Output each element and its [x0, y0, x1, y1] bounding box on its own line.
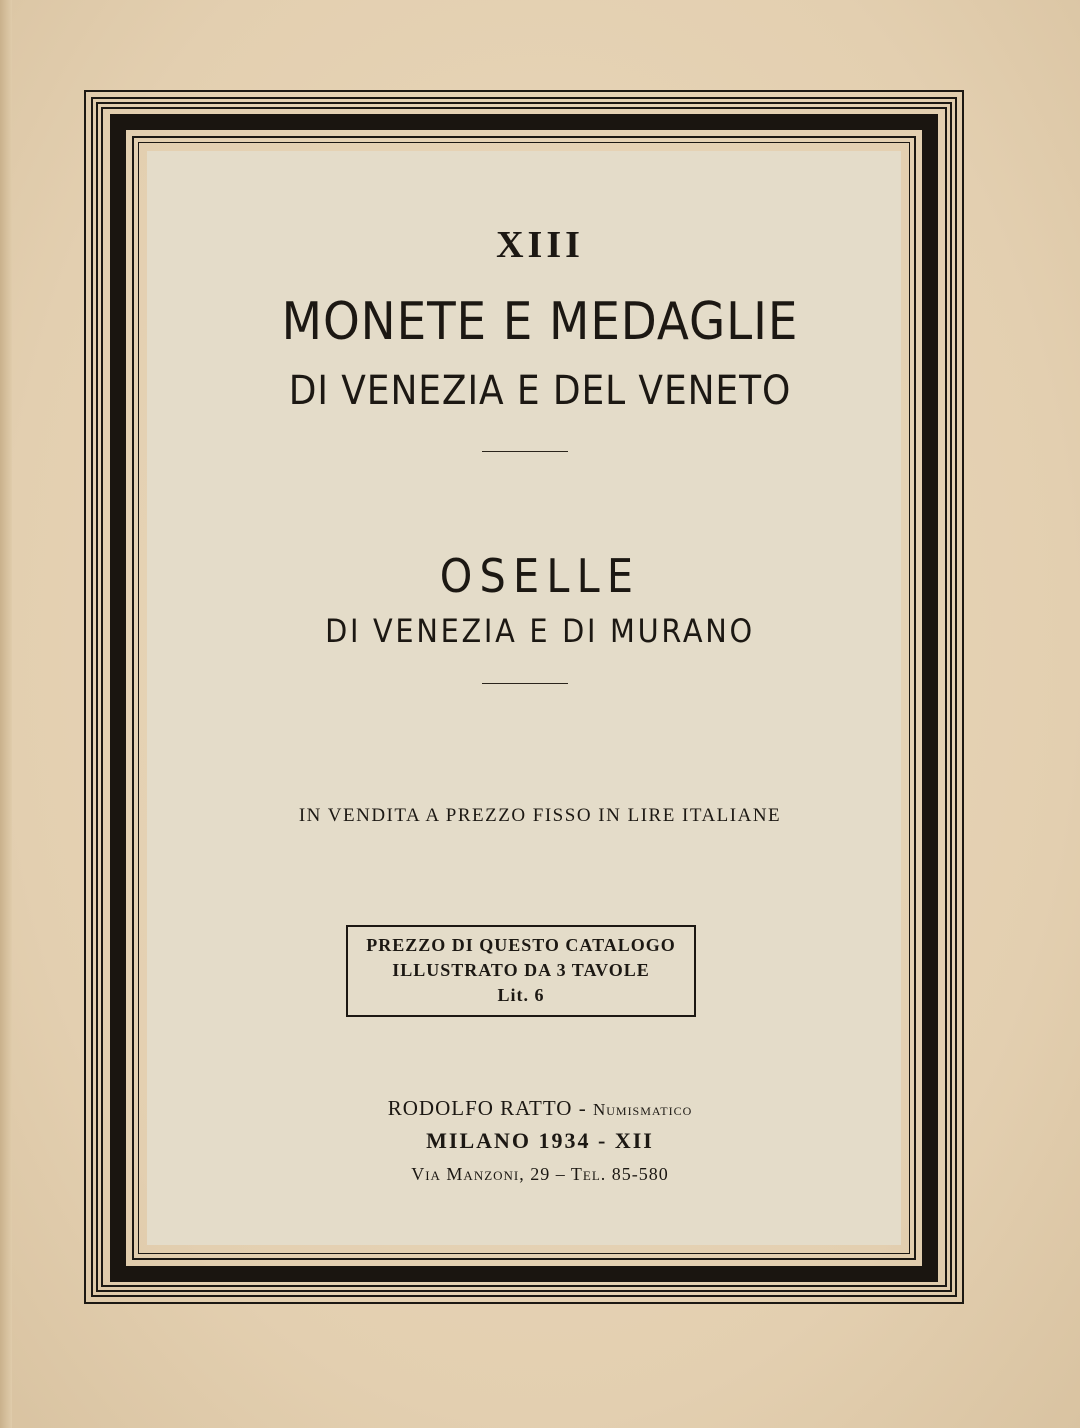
publisher	[0, 1096, 1080, 1121]
price-box-line: PREZZO DI QUESTO CATALOGO	[366, 935, 676, 955]
publisher-role: Numismatico	[592, 1100, 693, 1119]
page-edge	[0, 0, 12, 1428]
price-box	[346, 925, 696, 1017]
price-box-price: Lit. 6	[497, 985, 545, 1005]
price-box-line: ILLUSTRATO DA 3 TAVOLE	[392, 960, 650, 980]
publisher-separator: -	[578, 1096, 587, 1120]
sale-note: IN VENDITA A PREZZO FISSO IN LIRE ITALIANE	[298, 805, 782, 826]
subtitle-line2: DI VENEZIA E DI MURANO	[325, 612, 755, 650]
series-number: XIII	[496, 224, 584, 266]
divider-rule	[482, 451, 568, 452]
main-title-line2: DI VENEZIA E DEL VENETO	[288, 368, 792, 414]
divider-rule	[482, 683, 568, 684]
publisher-name: RODOLFO RATTO	[387, 1096, 573, 1120]
address: Via Manzoni, 29 – Tel. 85-580	[411, 1164, 669, 1184]
city-year: MILANO 1934 - XII	[426, 1128, 654, 1153]
main-title: MONETE E MEDAGLIE	[281, 292, 799, 352]
subtitle: OSELLE	[439, 549, 641, 603]
